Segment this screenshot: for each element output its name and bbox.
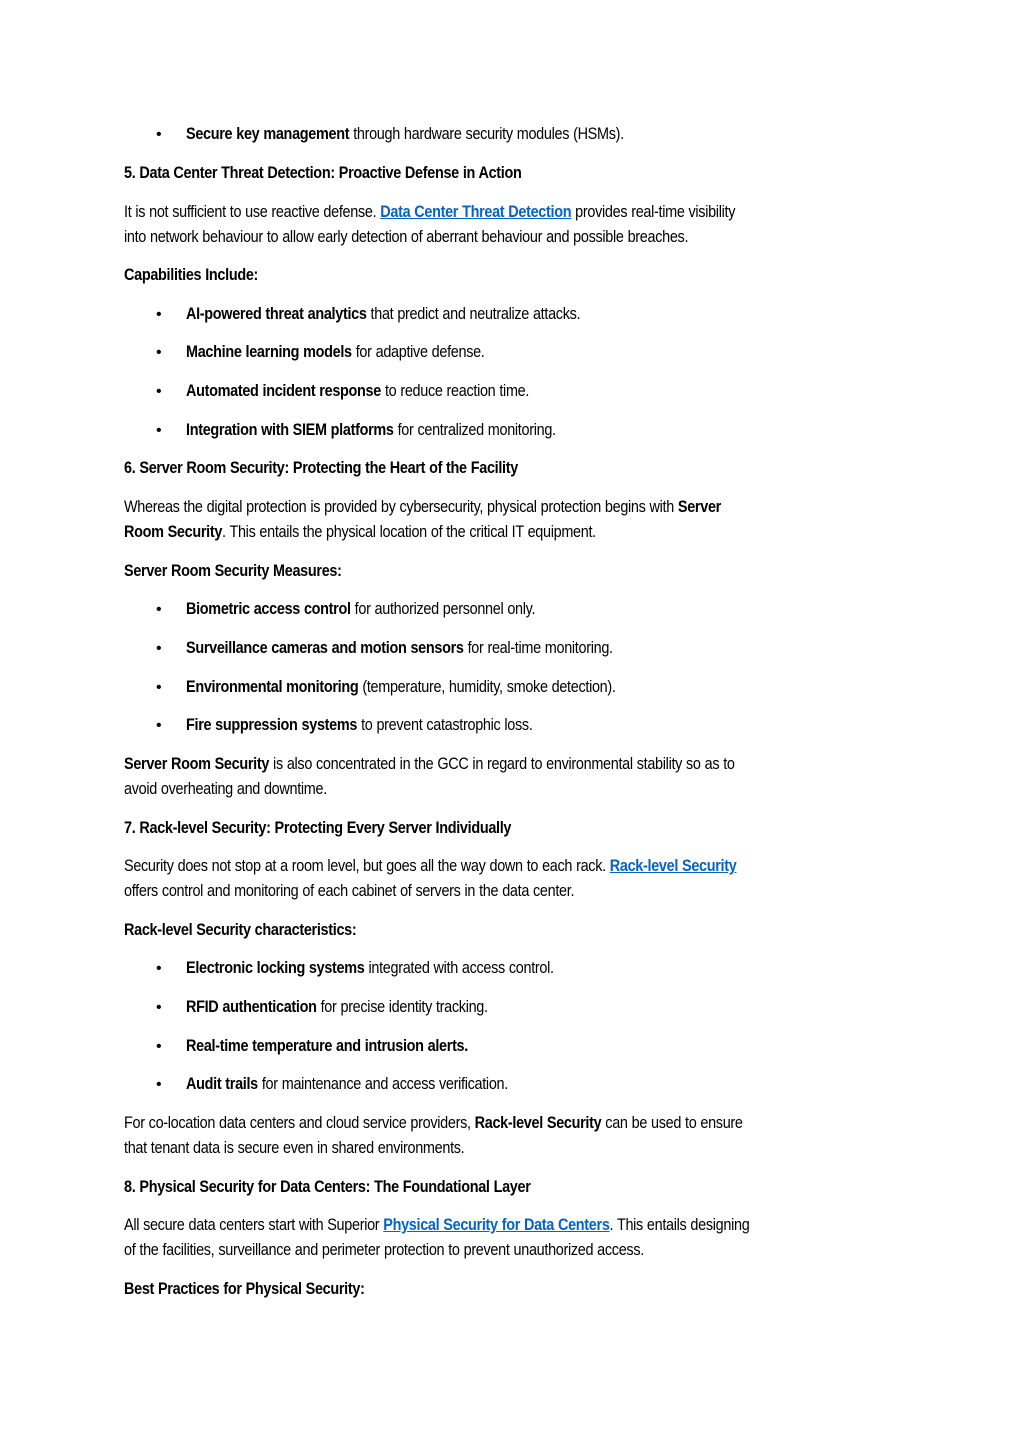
section-heading: 8. Physical Security for Data Centers: The Foundational Layer (124, 1178, 531, 1196)
list-item: Electronic locking systems integrated with access control. (186, 959, 554, 977)
list-item: Real-time temperature and intrusion alerts. (186, 1037, 468, 1055)
bullet-icon: • (156, 601, 162, 618)
subheading: Server Room Security Measures: (124, 562, 342, 580)
paragraph-line: Room Security. This entails the physical location of the critical IT equipment. (124, 523, 596, 541)
bullet-icon: • (156, 422, 162, 439)
paragraph: It is not sufficient to use reactive defense. Data Center Threat Detection provides real-time visibility (124, 203, 736, 221)
bullet-icon: • (156, 306, 162, 323)
section-heading: 6. Server Room Security: Protecting the Heart of the Facility (124, 459, 518, 477)
bullet-icon: • (156, 1038, 162, 1055)
list-item: Biometric access control for authorized personnel only. (186, 600, 536, 618)
list-item: Machine learning models for adaptive defense. (186, 343, 485, 361)
paragraph: All secure data centers start with Superior Physical Security for Data Centers. This entails designing (124, 1216, 750, 1234)
list-item: Surveillance cameras and motion sensors for real-time monitoring. (186, 639, 613, 657)
list-item: Audit trails for maintenance and access verification. (186, 1075, 508, 1093)
subheading: Capabilities Include: (124, 266, 259, 284)
bullet-icon: • (156, 679, 162, 696)
bullet-icon: • (156, 344, 162, 361)
list-item: AI-powered threat analytics that predict and neutralize attacks. (186, 305, 581, 323)
bullet-icon: • (156, 999, 162, 1016)
subheading: Best Practices for Physical Security: (124, 1280, 365, 1298)
list-item: Secure key management through hardware security modules (HSMs). (186, 125, 624, 143)
paragraph: For co-location data centers and cloud service providers, Rack-level Security can be used to ensure (124, 1114, 743, 1132)
subheading: Rack-level Security characteristics: (124, 921, 357, 939)
list-item: Integration with SIEM platforms for centralized monitoring. (186, 421, 556, 439)
list-item: RFID authentication for precise identity tracking. (186, 998, 488, 1016)
link-data-center-threat-detection[interactable]: Data Center Threat Detection (380, 203, 572, 221)
paragraph-line: of the facilities, surveillance and perimeter protection to prevent unauthorized access. (124, 1241, 644, 1259)
paragraph: Whereas the digital protection is provided by cybersecurity, physical protection begins with Server (124, 498, 721, 516)
paragraph-line: into network behaviour to allow early detection of aberrant behaviour and possible breaches. (124, 228, 689, 246)
link-rack-level-security[interactable]: Rack-level Security (609, 857, 737, 875)
paragraph: Server Room Security is also concentrated in the GCC in regard to environmental stability so as to (124, 755, 735, 773)
paragraph-line: avoid overheating and downtime. (124, 780, 327, 798)
bullet-icon: • (156, 717, 162, 734)
bullet-icon: • (156, 640, 162, 657)
list-item: Environmental monitoring (temperature, humidity, smoke detection). (186, 678, 616, 696)
list-item: Automated incident response to reduce reaction time. (186, 382, 530, 400)
bullet-icon: • (156, 126, 162, 143)
paragraph-line: that tenant data is secure even in shared environments. (124, 1139, 465, 1157)
paragraph: Security does not stop at a room level, but goes all the way down to each rack. Rack-level Security (124, 857, 737, 875)
bullet-icon: • (156, 960, 162, 977)
paragraph-line: offers control and monitoring of each cabinet of servers in the data center. (124, 882, 575, 900)
bullet-icon: • (156, 383, 162, 400)
link-physical-security-for-data-centers[interactable]: Physical Security for Data Centers (383, 1216, 610, 1234)
bullet-icon: • (156, 1076, 162, 1093)
section-heading: 7. Rack-level Security: Protecting Every Server Individually (124, 819, 512, 837)
section-heading: 5. Data Center Threat Detection: Proactive Defense in Action (124, 164, 522, 182)
list-item: Fire suppression systems to prevent catastrophic loss. (186, 716, 533, 734)
